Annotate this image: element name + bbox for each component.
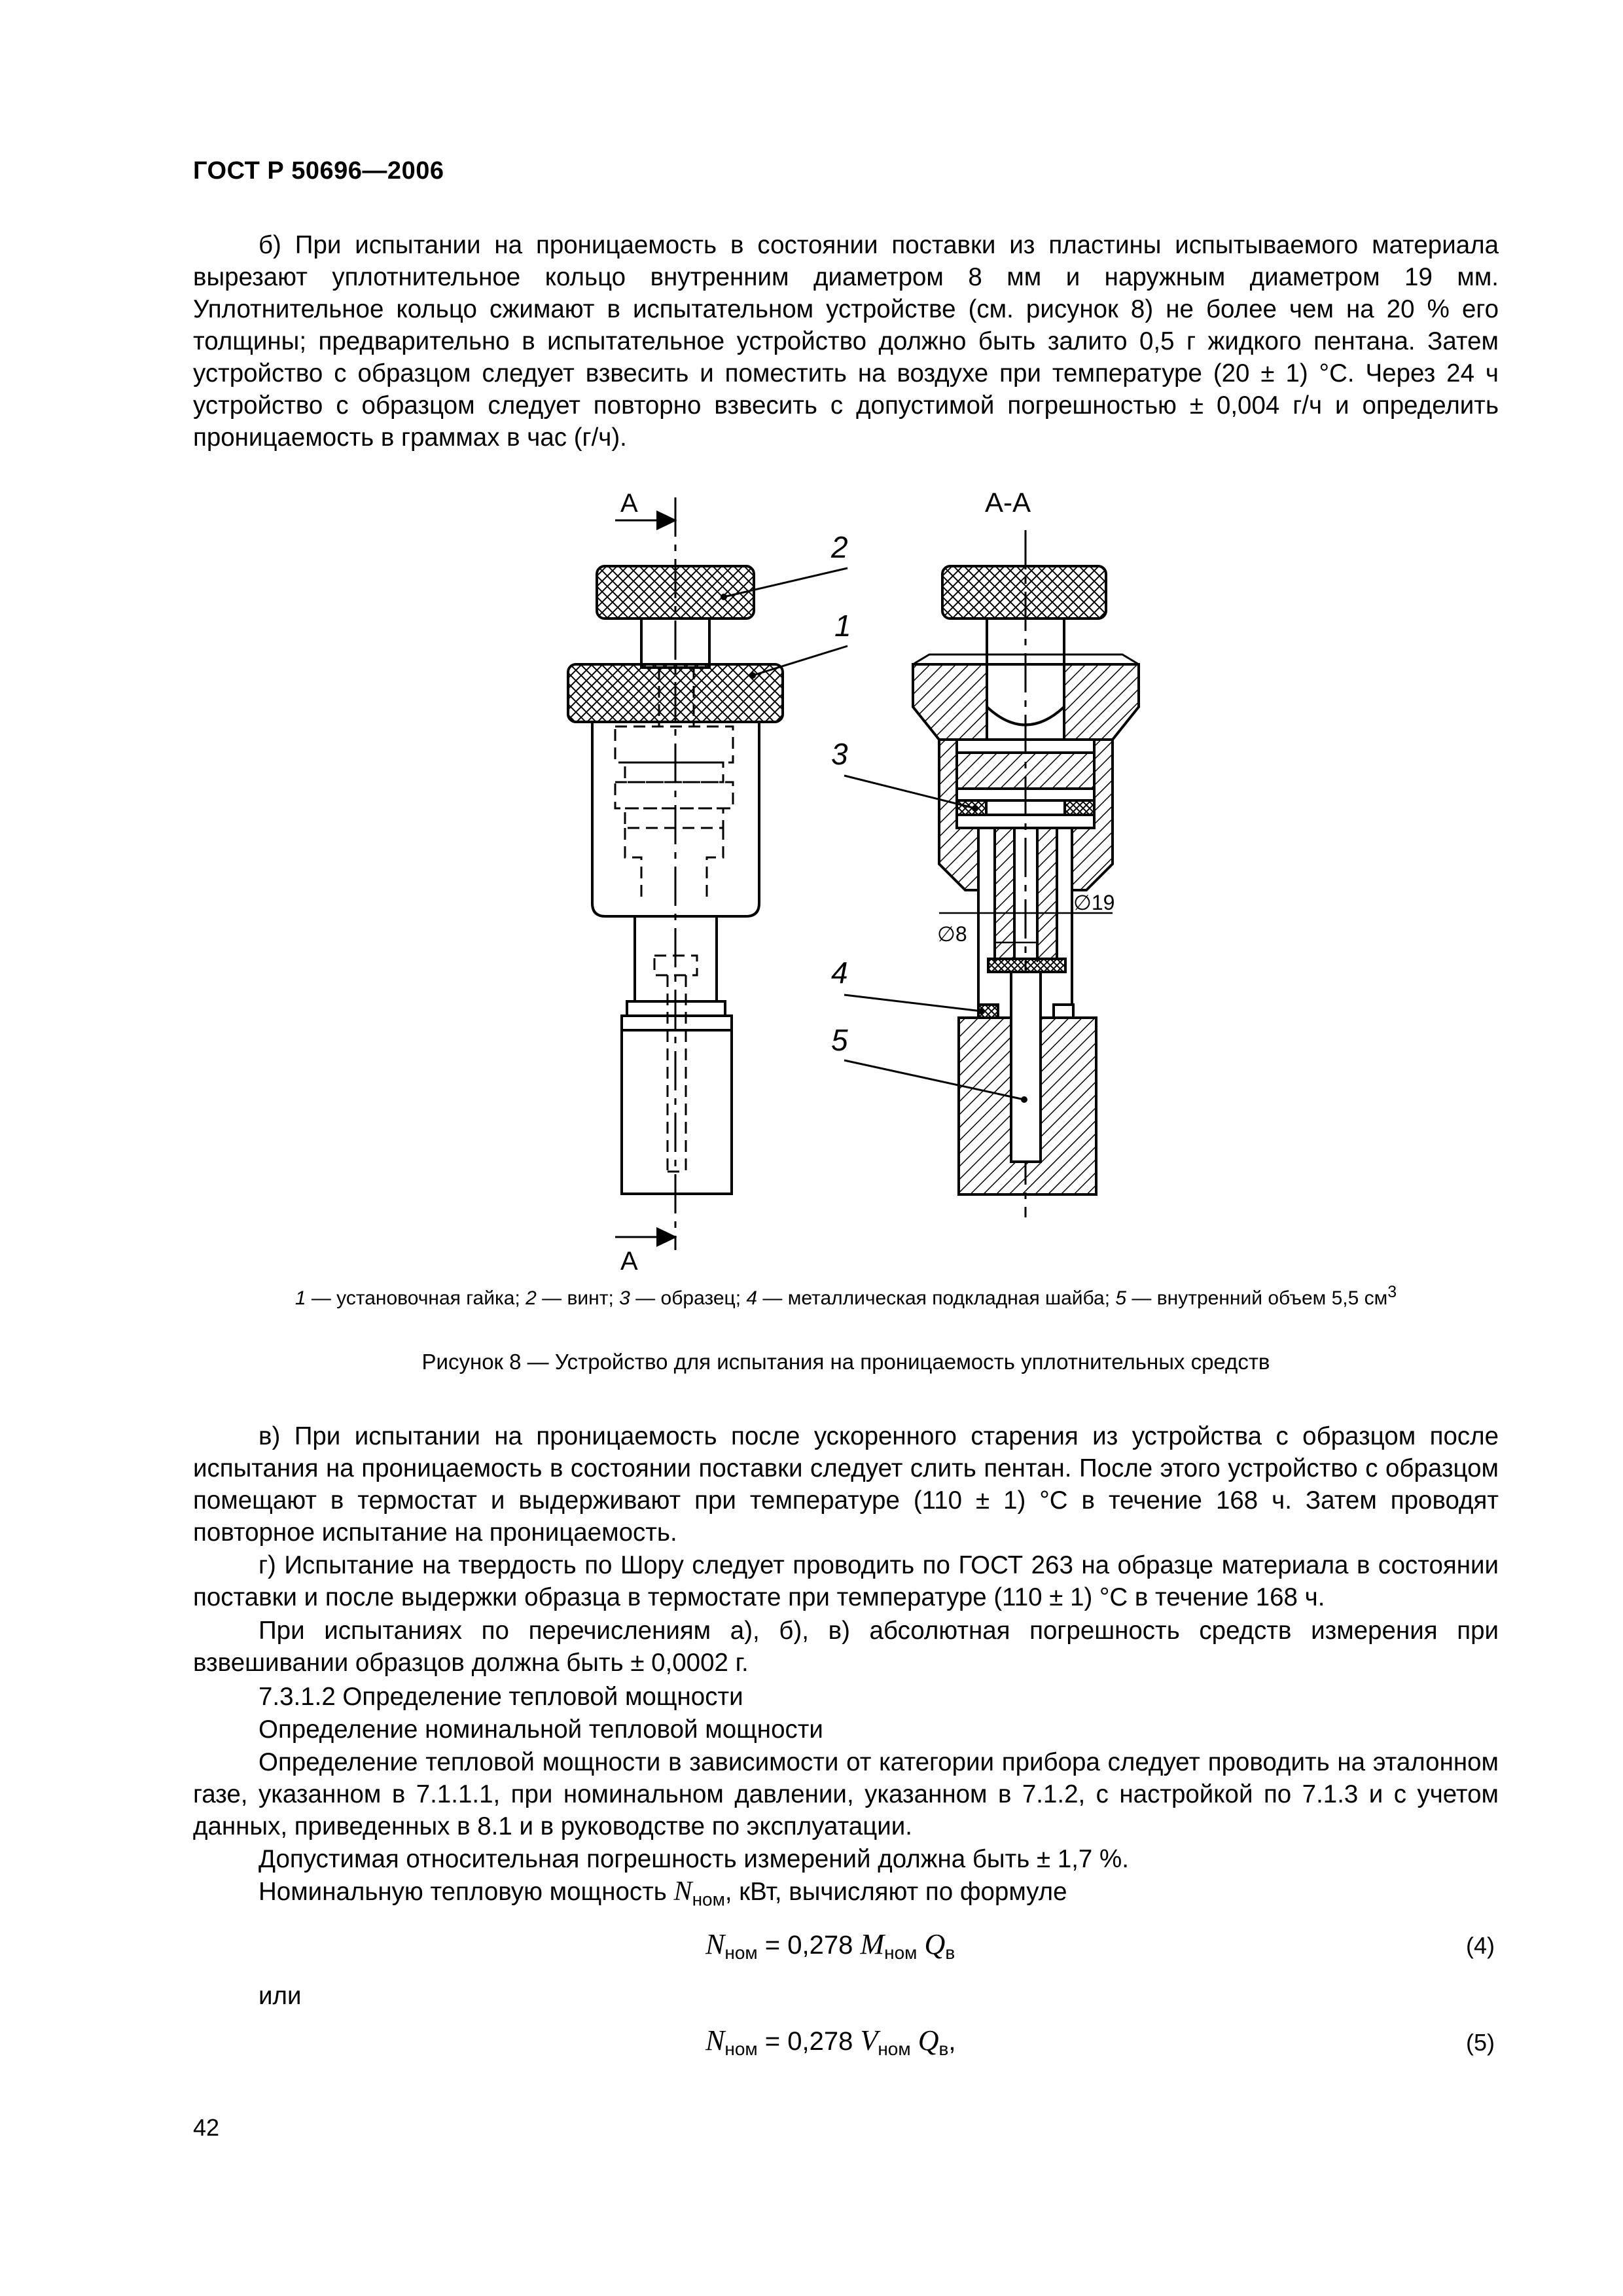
formula-4 [705,1928,955,1964]
callout-4: 4 [831,956,848,990]
formula-4-heat-symbol: Q [924,1928,946,1960]
paragraph-tolerance: Допустимая относительная погрешность измерений должна быть ± 1,7 %. [259,1845,1129,1873]
figure-legend [193,1283,1499,1310]
formula-5-heat-sub: в [938,2039,949,2059]
section-label-top: А [620,489,638,518]
symbol-n: N [673,1876,692,1907]
callout-3: 3 [831,737,848,771]
section-view-title: А-А [985,487,1031,518]
paragraph-nominal-power [259,1876,1067,1916]
legend-text-1: — установочная гайка; [306,1287,526,1309]
formula-5-tail: , [948,2027,956,2056]
legend-number-5: 5 [1115,1287,1127,1309]
equation-number-4: (4) [1466,1932,1495,1959]
figure-8-drawing [0,458,1623,1276]
formula-5-volume-sub: ном [878,2039,911,2059]
legend-number-2: 2 [526,1287,537,1309]
subheading: Определение номинальной тепловой мощности [259,1715,823,1744]
legend-text-5: — внутренний объем 5,5 см [1126,1287,1388,1309]
legend-text-3: — образец; [630,1287,747,1309]
formula-4-coefficient: = 0,278 [757,1931,861,1960]
nominal-text-pre: Номинальную тепловую мощность [259,1878,674,1906]
formula-5-coefficient: = 0,278 [757,2027,861,2056]
clause-heading: 7.3.1.2 Определение тепловой мощности [259,1683,743,1711]
legend-text-2: — винт; [536,1287,620,1309]
figure-caption: Рисунок 8 — Устройство для испытания на проницаемость уплотнительных средств [421,1350,1270,1374]
paragraph-definition: Определение тепловой мощности в зависимости от категории прибора следует проводить на эталонном газе, указанном в 7.1.1.1, при номинальном давлении, указанном в 7.1.2, с настройкой по 7.1.3 и с учетом данных, приведенных в 8.1 и в руководстве по эксплуатации. [193,1748,1499,1840]
paragraph-g: г) Испытание на твердость по Шору следует проводить по ГОСТ 263 на образце материала в состоянии поставки и после выдержки образца в термостате при температуре (110 ± 1) °С в течение 168 ч. [193,1551,1499,1611]
side-view [568,497,847,1250]
page-number: 42 [193,2114,220,2141]
symbol-n-subscript: ном [692,1889,725,1910]
nominal-text-post: , кВт, вычисляют по формуле [724,1878,1067,1906]
legend-number-1: 1 [294,1287,306,1309]
legend-number-3: 3 [619,1287,630,1309]
or-text: или [259,1982,302,2010]
formula-5 [705,2024,956,2060]
formula-4-mass-sub: ном [884,1943,918,1963]
formula-4-lhs: N [705,1928,725,1960]
paragraph-v: в) При испытании на проницаемость после ускоренного старения из устройства с образцом после испытания на проницаемость в состоянии поставки следует слить пентан. После этого устройство с образцом помещают в термостат и выдерживают при температуре (110 ± 1) °С в течение 168 ч. Затем проводят повторное испытание на проницаемость. [193,1422,1499,1547]
section-view [844,530,1139,1217]
callout-5: 5 [831,1023,848,1057]
paragraph-measurement-error: При испытаниях по перечислениям а), б), в) абсолютная погрешность средств измерения при взвешивании образцов должна быть ± 0,0002 г. [193,1617,1499,1677]
document-header: ГОСТ Р 50696—2006 [193,157,444,185]
section-label-bottom: А [620,1247,638,1276]
callout-1: 1 [834,609,851,643]
legend-number-4: 4 [746,1287,758,1309]
legend-superscript: 3 [1387,1283,1397,1301]
formula-5-volume-symbol: V [860,2024,878,2056]
formula-4-heat-sub: в [945,1943,955,1963]
formula-5-lhs: N [705,2024,725,2056]
formula-5-lhs-sub: ном [724,2039,758,2059]
dimension-d8: ∅8 [937,922,967,946]
legend-text-4: — металлическая подкладная шайба; [757,1287,1116,1309]
paragraph-b: б) При испытании на проницаемость в состоянии поставки из пластины испытываемого материала вырезают уплотнительное кольцо внутренним диаметром 8 мм и наружным диаметром 19 мм. Уплотнительное кольцо сжимают в испытательном устройстве (см. рисунок 8) не более чем на 20 % его толщины; предварительно в испытательное устройство должно быть залито 0,5 г жидкого пентана. Затем устройство с образцом следует взвесить и поместить на воздухе при температуре (20 ± 1) °С. Через 24 ч устройство с образцом следует повторно взвесить с допустимой погрешностью ± 0,004 г/ч и определить проницаемость в граммах в час (г/ч). [193,231,1499,452]
formula-5-heat-symbol: Q [918,2024,939,2056]
formula-4-mass-symbol: M [860,1928,885,1960]
dimension-d19: ∅19 [1073,891,1115,914]
equation-number-5: (5) [1466,2029,1495,2056]
callout-2: 2 [831,530,848,564]
formula-4-lhs-sub: ном [724,1943,758,1963]
